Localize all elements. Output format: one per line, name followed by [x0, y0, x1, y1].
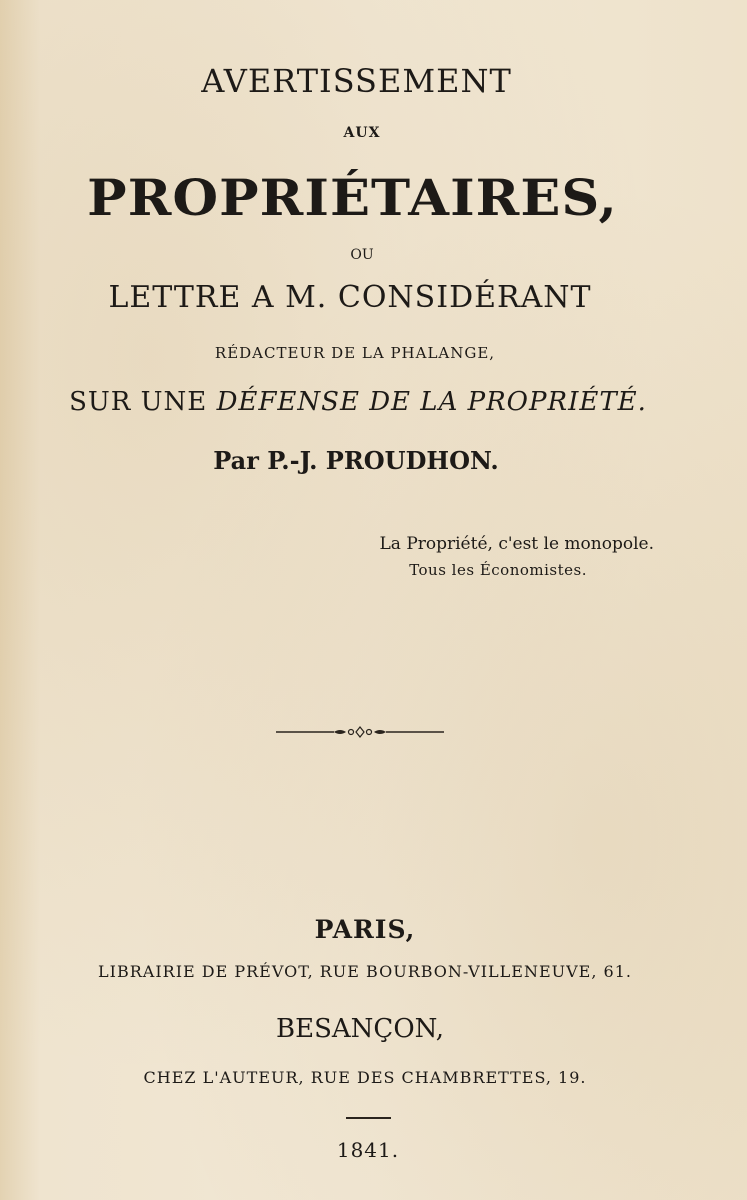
imprint-city-besancon: BESANÇON,	[276, 1014, 444, 1044]
title-line-avertissement: AVERTISSEMENT	[201, 62, 512, 100]
title-ou: OU	[350, 247, 374, 263]
imprint-year: 1841.	[336, 1138, 400, 1162]
page-title: PROPRIÉTAIRES,	[87, 168, 618, 227]
imprint-publisher-besancon: CHEZ L'AUTEUR, RUE DES CHAMBRETTES, 19.	[143, 1068, 587, 1087]
title-aux: AUX	[343, 125, 381, 141]
subtitle-redacteur: RÉDACTEUR DE LA PHALANGE,	[214, 344, 496, 362]
divider	[346, 1117, 391, 1119]
subtitle-defense-italic: DÉFENSE DE LA PROPRIÉTÉ.	[216, 387, 647, 417]
subtitle-lettre: LETTRE A M. CONSIDÉRANT	[108, 280, 592, 315]
epigraph-quote: La Propriété, c'est le monopole.	[379, 534, 654, 554]
subtitle-defense	[0, 387, 716, 417]
epigraph-attribution: Tous les Économistes.	[409, 561, 587, 579]
ornamental-divider-icon	[274, 722, 446, 742]
imprint-publisher-paris: LIBRAIRIE DE PRÉVOT, RUE BOURBON-VILLENEUVE, 61.	[98, 962, 632, 981]
author-line: Par P.-J. PROUDHON.	[213, 446, 499, 475]
imprint-city-paris: PARIS,	[314, 915, 416, 944]
subtitle-defense-prefix: SUR UNE	[69, 387, 208, 417]
